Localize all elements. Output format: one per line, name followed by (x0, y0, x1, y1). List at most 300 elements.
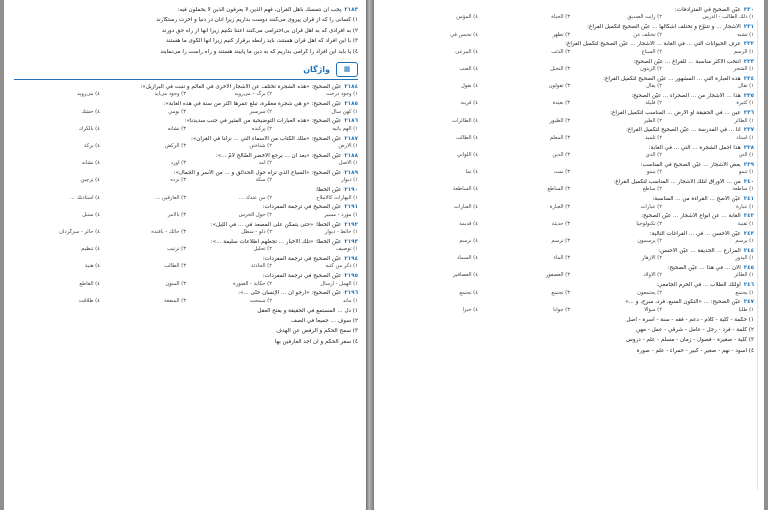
question-item (386, 76, 754, 90)
bottom-block (14, 308, 358, 347)
option-choice[interactable]: ٤) تنظيم (81, 246, 100, 253)
option-choice[interactable]: ١) ساطعة (732, 186, 754, 193)
question-text (14, 187, 358, 194)
option-choice[interactable]: ٢) تختلف عن (633, 31, 662, 38)
option-choice[interactable]: ٤) اللواتي (456, 152, 478, 159)
question-item (386, 196, 754, 210)
option-choice[interactable]: ٤) نشاند (81, 160, 100, 167)
options-row (386, 135, 754, 142)
option-choice[interactable]: ٤) أستاذتك ... (69, 194, 100, 201)
option-choice[interactable]: ١) طلبا (738, 306, 754, 313)
question-number: ٢٤٥ (743, 265, 754, 272)
question-item (14, 290, 358, 304)
option-choice[interactable]: ١) الطائر (734, 117, 754, 124)
option-choice[interactable]: ١) الرسم (733, 48, 754, 55)
options-row (386, 255, 754, 262)
option-choice[interactable]: ١) يرسم (735, 238, 754, 245)
option-choice[interactable]: ٣) المنون (165, 280, 186, 287)
question-item (14, 273, 358, 287)
question-text (14, 7, 358, 14)
option-choice[interactable]: ١) ذکر من كتبه (325, 263, 358, 270)
option-choice[interactable]: ١) أستاذ (736, 134, 754, 141)
option-choice[interactable]: ٢) تكنولوجيا (636, 220, 662, 227)
option-choice[interactable]: ٣) الطالب (163, 263, 186, 270)
option-choice[interactable]: ٣) العصفور (545, 272, 570, 279)
option-choice[interactable]: ٣) تجتمع (551, 289, 570, 296)
answer-line (386, 337, 754, 344)
option-choice[interactable]: ٣) نشانه (167, 125, 186, 132)
book-gutter (366, 0, 374, 510)
option-choice[interactable]: ٤) القاطع (79, 280, 100, 287)
question-body: بعض الأشجار ... عيّن الصحيح في المناسب: (640, 161, 741, 168)
option-choice[interactable]: ٢) قليلة (645, 100, 662, 107)
option-choice[interactable]: ٢) الزيتون (640, 66, 662, 73)
question-body: عيّن الصحيح: ... «التكون المنبع، فرد، سرح، و ...» (625, 299, 741, 306)
options-row (14, 298, 358, 305)
option-choice[interactable]: ٤) السماد (456, 255, 478, 262)
options-row (386, 14, 754, 21)
option-choice[interactable]: ٤) ستبل (82, 211, 100, 218)
option-choice[interactable]: ١) البهارات كالأملاح (316, 194, 358, 201)
question-text (14, 136, 358, 143)
question-number: ٢١٨٣ (344, 7, 358, 13)
options-row (386, 290, 754, 297)
option-choice[interactable]: ٤) طلاقت (78, 297, 100, 304)
question-body: الأشجار ... و تتنوّع و تختلف أشكالها ... عيّن الصحيح لتكميل الفراغ: (587, 24, 741, 31)
option-choice[interactable]: ٣) الحياة (551, 14, 570, 21)
answer-line (14, 28, 358, 35)
question-list (14, 84, 358, 305)
question-item (14, 153, 358, 167)
question-number: ٢١٨٥ (344, 101, 358, 108)
option-choice[interactable]: ١) الهم ياتيه (332, 125, 358, 132)
question-body: الغابة ... عن أنواع الأشجار ... عيّن الصحيح: (641, 213, 741, 220)
option-choice[interactable]: ٤) قريبة (460, 100, 478, 107)
question-body: عيّن الصحيح: «السياج الذي تراه حول الحدائق و ... من الأسر و الجمال»: (173, 170, 342, 177)
question-body: عيّن الصحيح: «هذه الشجرة تختلف عن الأشجار الأخرى في العالم و تنبت في البرازيل»: (140, 84, 342, 91)
option-choice[interactable]: ٢) پركنده (251, 125, 272, 132)
option-choice[interactable]: ٣) الركض (164, 143, 186, 150)
option-choice[interactable]: ٣) الساطع (547, 186, 570, 193)
question-text (386, 110, 754, 117)
question-item (386, 59, 754, 73)
question-item (386, 7, 754, 21)
option-choice[interactable]: ٣) بالأمر (167, 211, 186, 218)
option-choice[interactable]: ٢) الأولاد (643, 272, 662, 279)
question-number: ٢١٩٤ (344, 256, 358, 263)
option-choice[interactable]: ٣) المنفعة (164, 297, 186, 304)
question-body: من ... الأوراق لتلك الأشجار ... المناسب لتكميل الفراغ: (613, 179, 741, 186)
question-number: ٢١٩٦ (344, 290, 358, 297)
option-choice[interactable]: ٢) حكاية - الصورة (233, 280, 272, 287)
right-page (374, 0, 764, 510)
option-choice[interactable]: ١) تنمو (738, 169, 754, 176)
options-row (14, 263, 358, 270)
option-choice[interactable]: ٢) من عندك ... (238, 194, 272, 201)
option-choice[interactable]: ٤) الطائرات (452, 117, 478, 124)
option-choice[interactable]: ٣) حديثة (551, 220, 570, 227)
option-choice[interactable]: ٤) حائر - سرگردان (59, 229, 100, 236)
answer-text: ٣) سمح الحكم و الرفض عن الهدف (276, 328, 358, 335)
question-text (14, 273, 358, 280)
option-choice[interactable]: ١) عبارة (736, 203, 754, 210)
options-row (386, 152, 754, 159)
question-item (386, 248, 754, 262)
question-item (386, 213, 754, 227)
option-choice[interactable]: ٤) بركة (83, 143, 100, 150)
option-choice[interactable]: ٣) تقولون (548, 83, 570, 90)
answer-text: ٢) به افرادى كه به اهل قرآن بى‌احترامى مى‌كنند اعتنا نكنيم زيرا آنها از راه حق دورند (161, 27, 358, 34)
question-text (14, 290, 358, 297)
option-choice[interactable]: ٢) ساطع (642, 186, 662, 193)
option-choice[interactable]: ١) كثيرة (736, 100, 754, 107)
option-choice[interactable]: ١) الأرض (338, 143, 358, 150)
option-choice[interactable]: ٢) يجتمعون (637, 289, 662, 296)
question-body: عيّن الأصح ... القراءة من ... المناسبة: (652, 196, 741, 203)
options-row (386, 83, 754, 90)
question-item (14, 170, 358, 184)
option-choice[interactable]: ١) ديوار (341, 177, 358, 184)
options-row (14, 143, 358, 150)
question-text (386, 282, 754, 289)
option-choice[interactable]: ٣) العارفين ... (155, 194, 186, 201)
options-row (386, 66, 754, 73)
option-choice[interactable]: ٤) نرسم (459, 238, 478, 245)
question-item (386, 145, 754, 159)
options-row (14, 109, 358, 116)
question-number: ٢٣٠ (743, 7, 754, 13)
option-choice[interactable]: ٢) السباع (641, 48, 662, 55)
question-item (386, 299, 754, 313)
option-choice[interactable]: ٤) العنب (459, 66, 478, 73)
answer-line (386, 348, 754, 355)
question-body: عيّن الخطأ: «حتى يتمكن على المصعد في ... في الليل»: (210, 221, 342, 228)
question-number: ٢٤١ (743, 196, 754, 203)
option-choice[interactable]: ١) الشجر (733, 66, 754, 73)
answer-line (386, 327, 754, 334)
question-item (14, 222, 358, 236)
option-choice[interactable]: ٤) مى‌رويد (77, 91, 100, 98)
question-item (14, 84, 358, 98)
option-choice[interactable]: ٢) برگ – مى‌رويد (234, 91, 272, 98)
question-item (386, 127, 754, 141)
question-item (14, 239, 358, 253)
options-row (14, 160, 358, 167)
question-number: ٢٤٠ (743, 179, 754, 186)
options-row (14, 246, 358, 253)
answer-line (14, 38, 358, 45)
options-row (386, 186, 754, 193)
option-choice[interactable]: ٤) خشك (81, 108, 100, 115)
answer-text: ٣) كلية - صغيرة - فصول - زمان - مسلم - علم - دروس (626, 337, 754, 344)
options-row (386, 100, 754, 107)
option-choice[interactable]: ٤) هنية (84, 263, 100, 270)
option-choice[interactable]: ٤) نقول (461, 83, 478, 90)
answer-text: ١) دلّ ... المستمع في الحقيقة و يفتح العقل (257, 307, 358, 314)
question-text (386, 7, 754, 14)
option-choice[interactable]: ٤) العبارات (454, 203, 478, 210)
option-choice[interactable]: ٢) الذي (645, 152, 662, 159)
options-row (386, 272, 754, 279)
question-number: ٢٤٣ (743, 230, 754, 237)
options-row (14, 212, 358, 219)
question-number: ٢١٨٦ (344, 118, 358, 125)
option-choice[interactable]: ٣) النخيل (550, 66, 570, 73)
option-choice[interactable]: ٣) الذئب (551, 48, 570, 55)
option-choice[interactable]: ٤) الساطعة (452, 186, 478, 193)
options-row (386, 169, 754, 176)
question-body: عيّن الصحيح في ترجمة المفردات: (262, 256, 342, 263)
question-text (386, 196, 754, 203)
question-item (386, 162, 754, 176)
options-row (14, 229, 358, 236)
question-number: ٢٣٥ (743, 93, 754, 100)
option-choice[interactable]: ١) كهن سال (331, 108, 358, 115)
question-body: هذا ... الأشجار من ... الصحراء ... عيّن الصحيح: (631, 93, 741, 100)
question-number: ٢١٩٣ (344, 238, 358, 245)
options-row (386, 204, 754, 211)
answer-text: ٢) سوف ... جميعا في الصف (291, 318, 358, 325)
question-text (386, 127, 754, 134)
question-text (14, 118, 358, 125)
options-row (386, 32, 754, 39)
question-body: عيّن الصحيح: «و هي شجرة معمّرة، تبلغ عمرها أكثر من سنة في هذه الغابة»: (163, 101, 342, 108)
options-row (14, 195, 358, 202)
question-number: ٢٤٢ (743, 213, 754, 220)
question-number: ٢١٩٥ (344, 273, 358, 280)
answer-line (14, 328, 358, 335)
question-item (14, 204, 358, 218)
question-body: هذه العبارة التي ... المشهور ... عيّن الصحيح لتكميل الفراغ: (603, 75, 741, 82)
question-number: ٢١٨٩ (344, 170, 358, 177)
question-body: المزارع ... الحديقة ... عيّن الأحسن: (658, 247, 741, 254)
question-body: عيّن الخطأ: «تلك الأخبار ... تجعلهم اطلاعات سليمة ...»: (210, 238, 342, 245)
question-item (14, 256, 358, 270)
question-text (14, 222, 358, 229)
option-choice[interactable]: ٢) شناختن (249, 143, 272, 150)
question-item (386, 93, 754, 107)
option-choice[interactable]: ١) وجود درخت (326, 91, 358, 98)
option-choice[interactable]: ٣) وجود می‌آيد (154, 91, 186, 98)
question-text (14, 204, 358, 211)
question-body: عيّن الصحيح: «هذه العبارات التوضيحية من المثير في جنب سدیدنا»: (184, 118, 342, 125)
question-body: الآن ... في هذا ... عيّن الصحيح: (667, 265, 741, 272)
question-text (386, 145, 754, 152)
question-number: ٢٣٩ (743, 161, 754, 168)
answer-text: ١) حكمة - كلية - كلام - دعم - فقه - سنة - أسرة - أصل (626, 316, 754, 323)
answer-line (386, 317, 754, 324)
option-choice[interactable]: ٣) تظهر (552, 31, 570, 38)
question-text (386, 299, 754, 306)
left-page (4, 0, 366, 510)
margin-rule (757, 20, 758, 490)
answer-text: ٤) سفر الحكم و أن أجد العارفين بها (274, 338, 358, 345)
option-choice[interactable]: ٣) الطيور (549, 117, 570, 124)
option-choice[interactable]: ٢) حول الخرس (238, 211, 272, 218)
option-choice[interactable]: ٤) العصافير (453, 272, 478, 279)
option-choice[interactable]: ٣) حائك - بافنده (151, 229, 186, 236)
option-choice[interactable]: ٤) قديمة (459, 220, 478, 227)
option-choice[interactable]: ٢) سؤالا (644, 306, 662, 313)
question-text (14, 84, 358, 91)
answer-text: ٣) با اين افراد كه اهل قرآن هستند، بايد رابطه برقرار كنيم زيرا آنها الگوى ما هستند (166, 38, 358, 45)
options-row (386, 221, 754, 228)
options-row (386, 118, 754, 125)
section-title: واژگان (303, 65, 330, 75)
question-number: ٢٤٤ (743, 247, 754, 254)
question-body: عيّن الخطأ: (315, 187, 342, 194)
option-choice[interactable]: ٣) ترتيب (167, 246, 186, 253)
option-choice[interactable]: ٣) نرده (170, 177, 186, 184)
option-choice[interactable]: ١) تقال (738, 83, 754, 90)
question-list (386, 7, 754, 314)
option-choice[interactable]: ٣) بومي (168, 108, 186, 115)
option-choice[interactable]: ١) مورد - مسير (324, 211, 358, 218)
option-choice[interactable]: ٤) پرچين (80, 177, 100, 184)
question-text (386, 24, 754, 31)
question-number: ٢١٨٨ (344, 152, 358, 159)
option-choice[interactable]: ٢) رأيت الصديق (627, 14, 662, 21)
option-choice[interactable]: ٢) الحادثة (251, 263, 272, 270)
option-choice[interactable]: ٤) خبرا (462, 306, 478, 313)
question-number: ٢٣٣ (743, 58, 754, 65)
question-body: أنا ... في المدرسة ... عيّن الصحيح لتكميل الفراغ: (625, 127, 741, 134)
option-choice[interactable]: ٢) آمد (258, 160, 272, 167)
option-choice[interactable]: ٤) المرعى (455, 48, 478, 55)
option-choice[interactable]: ٣) نمت (553, 169, 570, 176)
question-number: ٢٣٤ (743, 75, 754, 82)
option-choice[interactable]: ١) تشبه (737, 31, 754, 38)
option-choice[interactable]: ٢) ينمو (646, 169, 662, 176)
options-row (14, 126, 358, 133)
question-text (386, 41, 754, 48)
option-choice[interactable]: ١) ذلك الطالب - الدرس (702, 14, 754, 21)
option-choice[interactable]: ٣) الماء (553, 255, 570, 262)
option-choice[interactable]: ١) البذور (735, 255, 754, 262)
question-item (386, 41, 754, 55)
option-choice[interactable]: ٤) الطالب (455, 134, 478, 141)
options-row (14, 91, 358, 98)
question-body: عيّن الصحيح في ترجمة المفردات: (262, 204, 342, 211)
answer-line (14, 49, 358, 56)
question-number: ٢٣١ (743, 24, 754, 31)
question-text (386, 162, 754, 169)
vocabulary-icon: ▦ (336, 62, 358, 77)
option-choice[interactable]: ٢) سرسبز (249, 108, 272, 115)
option-choice[interactable]: ٣) آورد (170, 160, 186, 167)
option-choice[interactable]: ٣) بعيدة (552, 100, 570, 107)
question-text (14, 101, 358, 108)
question-text (14, 170, 358, 177)
answer-text: ٢) كلمة - فرد - رجل - عامل - شرقي - عمل - مهن (636, 327, 754, 334)
options-row (14, 281, 358, 288)
question-number: ٢١٩١ (344, 204, 358, 211)
options-row (386, 238, 754, 245)
bottom-block (386, 317, 754, 356)
question-text (14, 239, 358, 246)
question-text (386, 265, 754, 272)
question-number: ٢١٩٠ (344, 187, 358, 194)
option-choice[interactable]: ٢) يرسمون (637, 238, 662, 245)
option-choice[interactable]: ٢) الأزهار (641, 255, 662, 262)
question-number: ٢٣٦ (743, 110, 754, 117)
option-choice[interactable]: ١) ماند (343, 297, 358, 304)
question-body: انتخب الأكثر مناسبة ... للفراغ ... عيّن الصحيح: (633, 58, 741, 65)
option-choice[interactable]: ٤) نما (465, 169, 478, 176)
answer-line (14, 339, 358, 346)
question-item (14, 118, 358, 132)
question-number: ٢٣٧ (743, 127, 754, 134)
question-text (14, 256, 358, 263)
question-body: عيّن الصحيح في المترادفات: (674, 7, 741, 13)
question-body: عيّن الأحسن ... في ... الفراغات التالية: (649, 230, 741, 237)
question-item (386, 265, 754, 279)
question-text (386, 231, 754, 238)
option-choice[interactable]: ٤) المؤمن (456, 14, 478, 21)
option-choice[interactable]: ٢) سكّة (255, 177, 272, 184)
option-choice[interactable]: ٣) ترسم (551, 238, 570, 245)
option-choice[interactable]: ٢) يقال (646, 83, 662, 90)
option-choice[interactable]: ١) الهمل - ارسال (320, 280, 358, 287)
option-choice[interactable]: ١) الطائر (734, 272, 754, 279)
option-choice[interactable]: ٤) بالكرك (78, 125, 100, 132)
question-number: ٢١٨٤ (344, 84, 358, 91)
option-choice[interactable]: ٢) تلميذ (645, 134, 662, 141)
option-choice[interactable]: ١) تقنية (737, 220, 754, 227)
option-choice[interactable]: ٣) العبارة (549, 203, 570, 210)
answer-text: ١) كسانى را كه از قرآن پيروى مى‌كنند دوست بداريم زيرا آنان در دنيا و آخرت رستگارند (156, 17, 358, 24)
question-body: عيّن الصحيح: «ملك الكتاب من الأسماء التي ... نزلنا في القرآن»: (190, 135, 342, 142)
option-choice[interactable]: ٢) عبارات (640, 203, 662, 210)
question-number: ٢٣٢ (743, 41, 754, 48)
question-body: عين ... في الحقيقة أو الأرض ... المناسب لتكميل الفراغ: (610, 110, 741, 117)
options-row (386, 307, 754, 314)
answer-text: ٤) يا بايد اين افراد را گرامى بداريم كه به دين ما پايبند هستند و راه راست را مى‌نمايند (160, 48, 358, 55)
question-item (386, 282, 754, 296)
question-text (386, 248, 754, 255)
question-body: يجب أن نتمسك بأهل القرآن، فهم الذين لا يعرفون الذين لا يحملون فيه: (177, 7, 342, 13)
question-number: ٢٣٨ (743, 144, 754, 151)
question-item (386, 179, 754, 193)
option-choice[interactable]: ٣) جوابا (553, 306, 570, 313)
question-text (386, 59, 754, 66)
top-block (14, 7, 358, 56)
option-choice[interactable]: ١) الأصل (338, 160, 358, 167)
question-item (386, 231, 754, 245)
option-choice[interactable]: ١) توصيف (336, 246, 358, 253)
option-choice[interactable]: ١) التي (738, 152, 754, 159)
option-choice[interactable]: ٢) سمحت (249, 297, 272, 304)
option-choice[interactable]: ١) حائط - ديوار (324, 229, 358, 236)
option-choice[interactable]: ٤) نجتمع (459, 289, 478, 296)
option-choice[interactable]: ١) يجتمع (735, 289, 754, 296)
question-body: عيّن الصحيح: «أرجو أن ... الإنسان حتّى ...»: (238, 290, 342, 297)
question-text (386, 93, 754, 100)
option-choice[interactable]: ٣) الذين (552, 152, 570, 159)
option-choice[interactable]: ٢) تحليل (253, 246, 272, 253)
option-choice[interactable]: ٢) الطير (643, 117, 662, 124)
option-choice[interactable]: ٢) دلو - سطل (241, 229, 272, 236)
question-number: ٢١٩٢ (344, 221, 358, 228)
question-item (14, 136, 358, 150)
section-header (14, 62, 358, 80)
question-number: ٢٤٦ (743, 282, 754, 289)
option-choice[interactable]: ٤) تحبس في (450, 31, 478, 38)
question-number: ٢١٨٧ (344, 135, 358, 142)
option-choice[interactable]: ٣) المعلم (549, 134, 570, 141)
question-body: عرف الحيوانات التي ... في الغابة ... الأشجار ... عيّن الصحيح لتكميل الفراغ: (565, 41, 741, 48)
answer-line (14, 318, 358, 325)
